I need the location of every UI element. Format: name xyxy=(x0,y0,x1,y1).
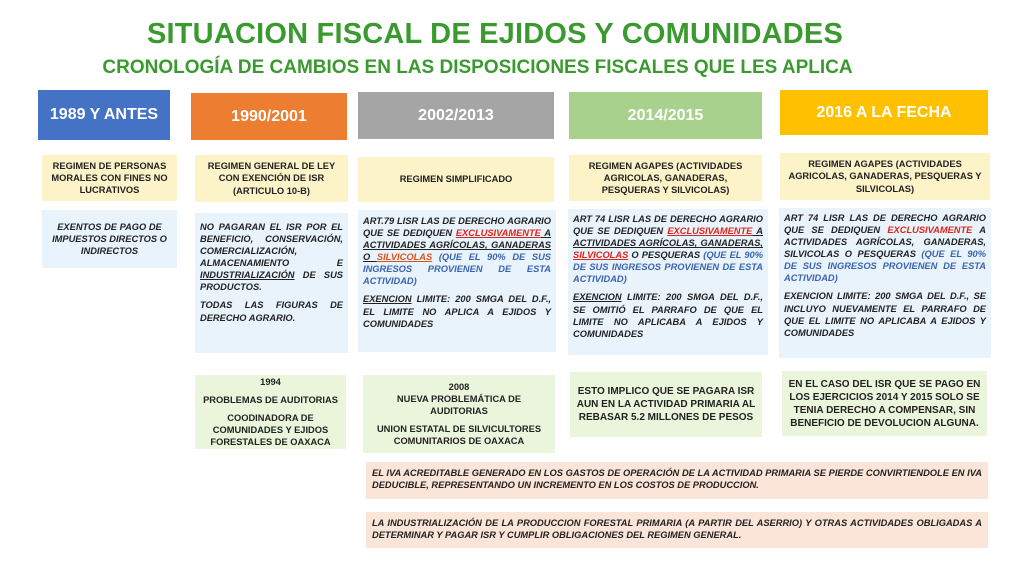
detail-2016 xyxy=(779,208,991,358)
detail-2014-2015-para2: EXENCION LIMITE: 200 SMGA DEL D.F., SE OMITIÓ EL PARRAFO DE QUE EL LIMITE NO APLICABA A EJIDOS Y COMUNIDADES xyxy=(573,292,763,339)
regime-2002-2013 xyxy=(358,157,554,202)
period-header-1990-2001: 1990/2001 xyxy=(191,93,347,140)
regime-2014-2015 xyxy=(569,155,762,201)
regime-1989 xyxy=(42,155,177,201)
note-2008-line2: UNION ESTATAL DE SILVICULTORES COMUNITARIOS DE OAXACA xyxy=(376,424,542,447)
footnote-industrializacion-text: LA INDUSTRIALIZACIÓN DE LA PRODUCCION FORESTAL PRIMARIA (A PARTIR DEL ASERRIO) Y OTRAS ACTIVIDADES OBLIGADAS A DETERMINAR Y PAGAR ISR Y CUMPLIR OBLIGACIONES DEL REGIMEN GENERAL. xyxy=(372,518,982,541)
note-1994 xyxy=(195,375,346,449)
period-header-2014-2015: 2014/2015 xyxy=(569,92,762,139)
note-2008-year: 2008 xyxy=(448,381,470,392)
detail-2016-para1: ART 74 LISR LAS DE DERECHO AGRARIO QUE SE DEDIQUEN EXCLUSIVAMENTE A ACTIVIDADES AGRÍCOLAS, GANADERAS, SILVICOLAS O PESQUERAS (QUE EL 90% DE SUS INGRESOS PROVIENEN DE ESTA ACTIVIDAD) xyxy=(784,213,986,284)
note-2016 xyxy=(782,371,987,436)
note-2008-line1: NUEVA PROBLEMÁTICA DE AUDITORIAS xyxy=(396,393,522,416)
period-header-2016: 2016 A LA FECHA xyxy=(780,90,988,135)
page-subtitle: CRONOLOGÍA DE CAMBIOS EN LAS DISPOSICIONES FISCALES QUE LES APLICA xyxy=(102,57,853,78)
regime-1990-2001-text: REGIMEN GENERAL DE LEY CON EXENCIÓN DE ISR (ARTICULO 10-B) xyxy=(207,161,336,196)
detail-2014-2015-para1: ART 74 LISR LAS DE DERECHO AGRARIO QUE SE DEDIQUEN EXCLUSIVAMENTE A ACTIVIDADES AGRÍCOLAS, GANADERAS, SILVICOLAS O PESQUERAS (QUE EL 90% DE SUS INGRESOS PROVIENEN DE ESTA ACTIVIDAD) xyxy=(573,214,763,285)
page-title: SITUACION FISCAL DE EJIDOS Y COMUNIDADES xyxy=(146,18,844,50)
detail-2002-2013 xyxy=(358,210,556,352)
detail-2002-2013-para2: EXENCION LIMITE: 200 SMGA DEL D.F., EL LIMITE NO APLICA A EJIDOS Y COMUNIDADES xyxy=(363,294,551,329)
regime-2002-2013-text: REGIMEN SIMPLIFICADO xyxy=(399,174,513,185)
note-2014-2015 xyxy=(570,372,762,437)
detail-1990-2001 xyxy=(195,213,348,353)
regime-2014-2015-text: REGIMEN AGAPES (ACTIVIDADES AGRICOLAS, GANADERAS, PESQUERAS Y SILVICOLAS) xyxy=(588,160,743,196)
note-2008 xyxy=(363,375,555,453)
footnote-industrializacion xyxy=(366,512,988,548)
note-1994-line1: PROBLEMAS DE AUDITORIAS xyxy=(203,394,338,405)
note-2016-text: EN EL CASO DEL ISR QUE SE PAGO EN LOS EJERCICIOS 2014 Y 2015 SOLO SE TENIA DERECHO A COMPENSAR, SIN BENEFICIO DE DEVOLUCION ALGUNA. xyxy=(788,378,981,429)
regime-2016-text: REGIMEN AGAPES (ACTIVIDADES AGRICOLAS, GANADERAS, PESQUERAS Y SILVICOLAS) xyxy=(788,159,982,194)
note-1994-line2: COODINADORA DE COMUNIDADES Y EJIDOS FORESTALES DE OAXACA xyxy=(210,412,331,448)
detail-1990-2001-para2: TODAS LAS FIGURAS DE DERECHO AGRARIO. xyxy=(200,300,343,323)
note-1994-year: 1994 xyxy=(260,376,281,387)
footnote-iva xyxy=(366,462,988,499)
regime-2016 xyxy=(780,153,990,200)
note-2014-2015-text: ESTO IMPLICO QUE SE PAGARA ISR AUN EN LA ACTIVIDAD PRIMARIA AL REBASAR 5.2 MILLONES DE PESOS xyxy=(576,386,756,423)
detail-1990-2001-para1: NO PAGARAN EL ISR POR EL BENEFICIO, CONSERVACIÓN, COMERCIALIZACIÓN, ALMACENAMIENTO E INDUSTRIALIZACIÓN DE SUS PRODUCTOS. xyxy=(200,222,343,293)
detail-2014-2015 xyxy=(568,209,768,355)
detail-2002-2013-para1: ART.79 LISR LAS DE DERECHO AGRARIO QUE SE DEDIQUEN EXCLUSIVAMENTE A ACTIVIDADES AGRÍCOLAS, GANADERAS O SILVICOLAS (QUE EL 90% DE SUS INGRESOS PROVIENEN DE ESTA ACTIVIDAD) xyxy=(363,216,551,287)
footnote-iva-text: EL IVA ACREDITABLE GENERADO EN LOS GASTOS DE OPERACIÓN DE LA ACTIVIDAD PRIMARIA SE PIERDE CONVIRTIENDOLE EN IVA DEDUCIBLE, REPRESENTANDO UN INCREMENTO EN LOS COSTOS DE PRODUCCION. xyxy=(372,468,982,491)
regime-1990-2001 xyxy=(195,155,348,202)
period-header-1989: 1989 Y ANTES xyxy=(38,90,170,140)
detail-2016-para2: EXENCION LIMITE: 200 SMGA DEL D.F., SE INCLUYO NUEVAMENTE EL PARRAFO DE QUE EL LIMITE NO APLICABA A EJIDOS Y COMUNIDADES xyxy=(784,291,986,338)
period-header-2002-2013: 2002/2013 xyxy=(358,92,554,139)
regime-1989-text: REGIMEN DE PERSONAS MORALES CON FINES NO LUCRATIVOS xyxy=(51,160,168,196)
detail-1989-text: EXENTOS DE PAGO DE IMPUESTOS DIRECTOS O INDIRECTOS xyxy=(52,221,167,257)
detail-1989 xyxy=(42,210,177,268)
